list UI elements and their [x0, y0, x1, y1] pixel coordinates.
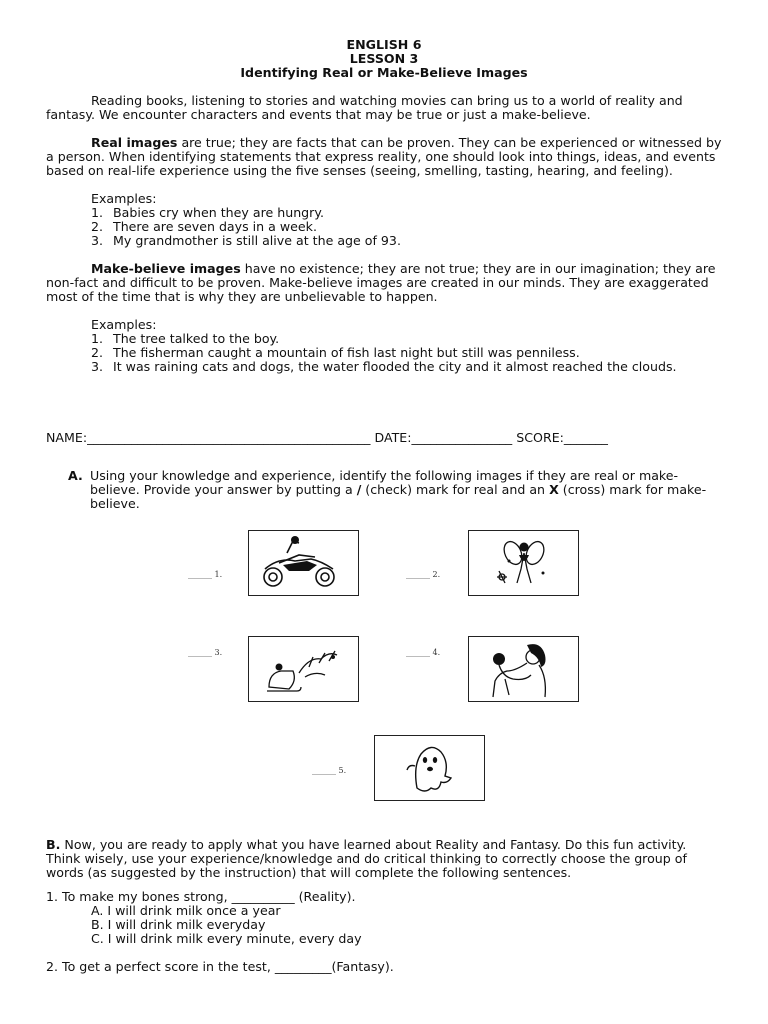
answer-blank-2[interactable]: ______ 2. — [406, 570, 441, 579]
list-number: 2. — [91, 345, 104, 360]
section-a-instructions — [90, 469, 708, 511]
list-number: 1. — [91, 205, 104, 220]
instruction-text: Now, you are ready to apply what you have learned about Reality and Fantasy. Do this fun activity. Think wisely, use your experience/knowledge and do critical thinking to correctly choose the group of words (as suggested by the instruction) that will complete the following sentences. — [46, 837, 687, 880]
score-field[interactable]: SCORE:_______ — [512, 430, 608, 445]
list-number: 1. — [91, 331, 104, 346]
student-info-line — [46, 431, 608, 445]
answer-blank-5[interactable]: ______ 5. — [312, 766, 347, 775]
section-a-label: A. — [68, 468, 83, 483]
answer-blank-4[interactable]: ______ 4. — [406, 648, 441, 657]
option-c[interactable]: C. I will drink milk every minute, every day — [91, 931, 362, 946]
santa-sleigh-icon — [249, 637, 358, 701]
make-believe-definition: have no existence; they are not true; they are in our imagination; they are non-fact and difficult to be proven. Make-believe images are created in our minds. They are exaggerated most of the time that is why they are unbelievable to happen. — [46, 261, 716, 304]
motorcycle-rider-icon — [249, 531, 358, 595]
list-item — [91, 346, 722, 360]
intro-paragraph: Reading books, listening to stories and watching movies can bring us to a world of reality and fantasy. We encounter characters and events that may be true or just a make-believe. — [46, 93, 683, 122]
answer-blank-1[interactable]: ______ 1. — [188, 570, 223, 579]
image-box-5 — [374, 735, 485, 801]
section-a — [68, 469, 708, 511]
image-box-2 — [468, 530, 579, 596]
make-believe-examples-list — [46, 332, 722, 374]
list-item — [91, 332, 722, 346]
instruction-text: (cross) mark for make-believe. — [90, 482, 707, 511]
list-text: There are seven days in a week. — [113, 219, 317, 234]
make-believe-term: Make-believe images — [91, 261, 241, 276]
list-item — [91, 360, 722, 374]
list-text: My grandmother is still alive at the age of 93. — [113, 233, 401, 248]
name-field[interactable]: NAME:_____________________________________________ — [46, 430, 371, 445]
question-1: 1. To make my bones strong, __________ (Reality). — [46, 889, 356, 904]
ghost-icon — [375, 736, 484, 800]
make-believe-examples-label: Examples: — [91, 317, 157, 332]
cross-symbol: X — [549, 482, 559, 497]
option-a[interactable]: A. I will drink milk once a year — [91, 903, 281, 918]
date-field[interactable]: DATE:________________ — [370, 430, 513, 445]
mother-child-icon — [469, 637, 578, 701]
question-2: 2. To get a perfect score in the test, _________(Fantasy). — [46, 959, 394, 974]
section-b — [46, 838, 722, 974]
check-symbol: / — [356, 482, 362, 497]
section-b-instructions — [46, 838, 722, 880]
list-text: The fisherman caught a mountain of fish last night but still was penniless. — [113, 345, 580, 360]
image-box-1 — [248, 530, 359, 596]
list-number: 3. — [91, 359, 104, 374]
real-examples-list — [46, 206, 722, 248]
instruction-text: Using your knowledge and experience, identify the following images if they are real or make-believe. Provide your answer by putting a — [90, 468, 679, 497]
list-number: 3. — [91, 233, 104, 248]
image-box-4 — [468, 636, 579, 702]
lesson-heading: LESSON 3 — [349, 51, 419, 66]
make-believe-paragraph — [46, 262, 722, 304]
course-heading: ENGLISH 6 — [346, 37, 422, 52]
real-examples-label: Examples: — [91, 191, 157, 206]
list-text: It was raining cats and dogs, the water flooded the city and it almost reached the clouds. — [113, 359, 677, 374]
list-number: 2. — [91, 219, 104, 234]
list-text: The tree talked to the boy. — [113, 331, 280, 346]
image-box-3 — [248, 636, 359, 702]
list-item — [91, 234, 722, 248]
list-item — [91, 206, 722, 220]
answer-blank-3[interactable]: ______ 3. — [188, 648, 223, 657]
instruction-text: (check) mark for real and an — [361, 482, 550, 497]
section-b-label: B. — [46, 837, 61, 852]
real-images-definition: are true; they are facts that can be proven. They can be experienced or witnessed by a person. When identifying statements that express reality, one should look into things, ideas, and events based on real-life experience using the five senses (seeing, smelling, tasting, hearing, and feeling). — [46, 135, 722, 178]
real-images-paragraph — [46, 136, 722, 178]
lesson-page — [46, 38, 722, 374]
fairy-icon — [469, 531, 578, 595]
list-text: Babies cry when they are hungry. — [113, 205, 325, 220]
option-b[interactable]: B. I will drink milk everyday — [91, 917, 266, 932]
real-images-term: Real images — [91, 135, 178, 150]
lesson-title: Identifying Real or Make-Believe Images — [240, 65, 528, 80]
list-item — [91, 220, 722, 234]
